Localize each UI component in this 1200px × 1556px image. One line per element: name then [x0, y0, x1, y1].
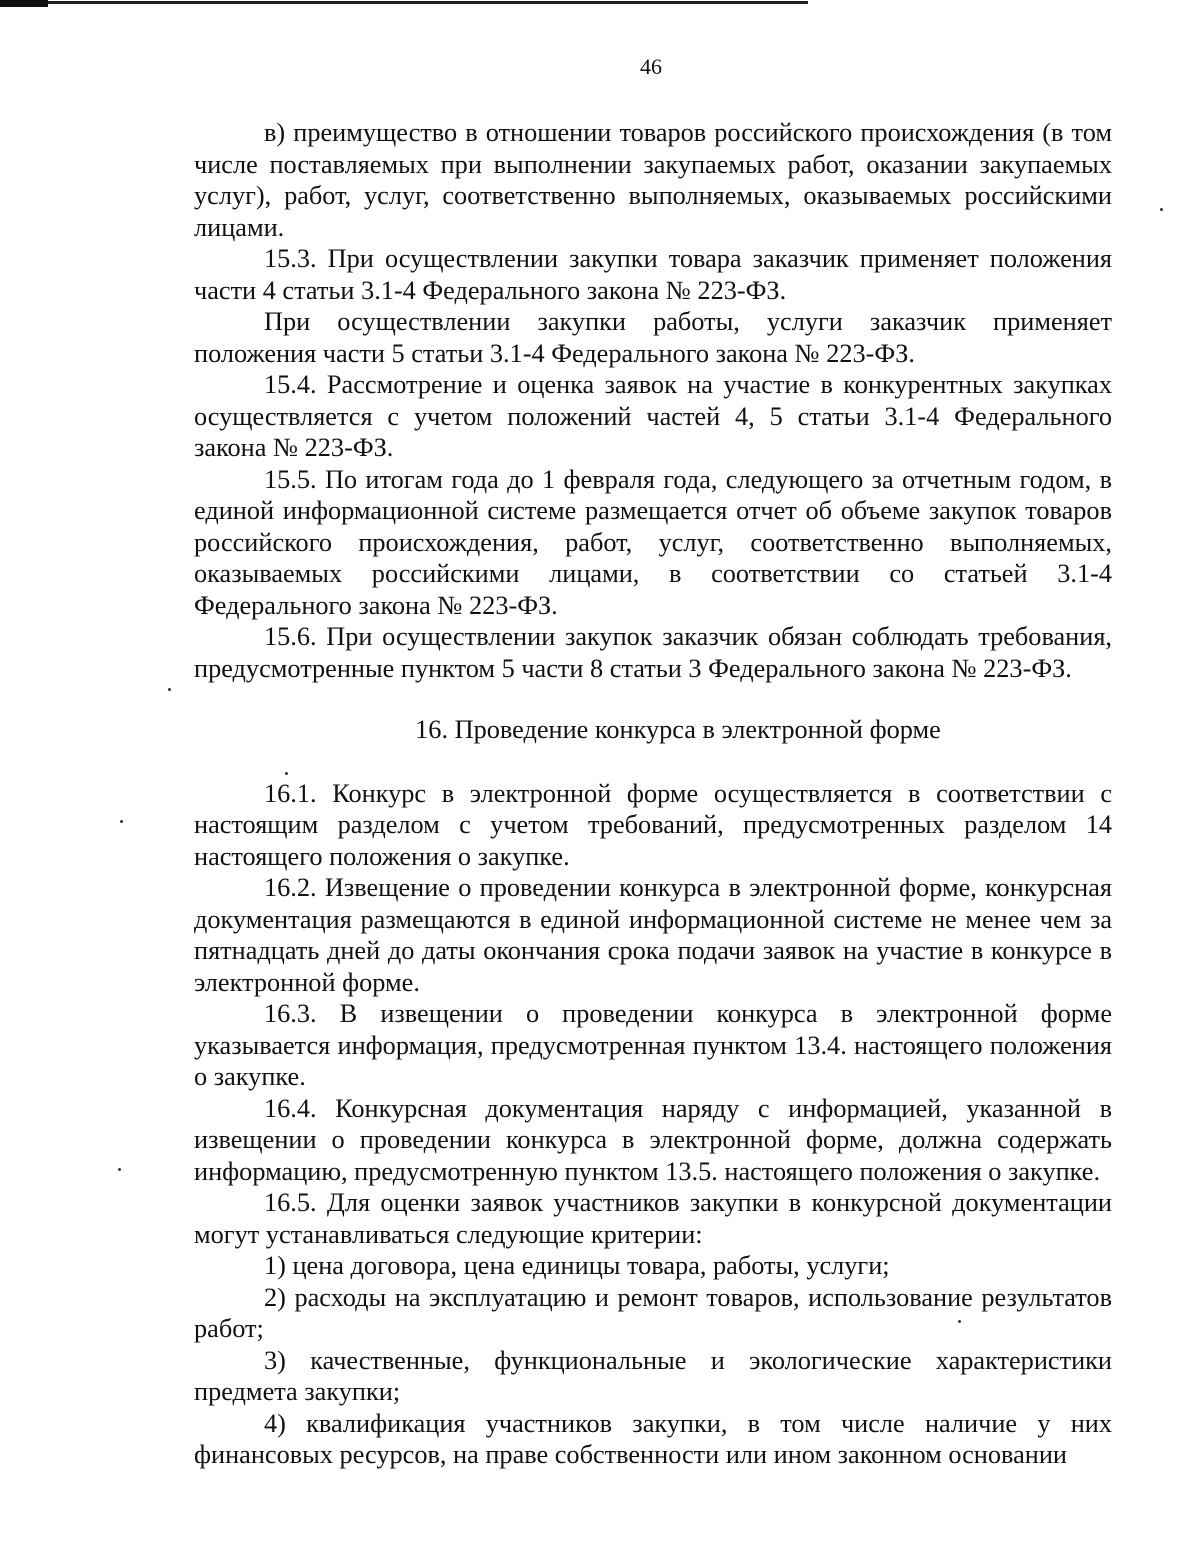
- paragraph-15-3: 15.3. При осуществлении закупки товара заказчик применяет положения части 4 статьи 3.1-4 Федерального закона № 223-ФЗ.: [194, 244, 1112, 305]
- document-body: [194, 117, 1112, 1471]
- criteria-item-4: 4) квалификация участников закупки, в том числе наличие у них финансовых ресурсов, на праве собственности или ином законном основании: [194, 1408, 1112, 1469]
- paragraph-16-3: 16.3. В извещении о проведении конкурса в электронной форме указывается информация, предусмотренная пунктом 13.4. настоящего положения о закупке.: [194, 999, 1112, 1091]
- paragraph-15-6: 15.6. При осуществлении закупок заказчик обязан соблюдать требования, предусмотренные пунктом 5 части 8 статьи 3 Федерального закона № 223-ФЗ.: [194, 622, 1112, 683]
- scan-speck: [168, 688, 171, 691]
- paragraph-15-5: 15.5. По итогам года до 1 февраля года, следующего за отчетным годом, в единой информационной системе размещается отчет об объеме закупок товаров российского происхождения, работ, услуг, соответственно выполняемых, оказываемых российскими лицами, в соответствии со статьей 3.1-4 Федерального закона № 223-ФЗ.: [194, 464, 1112, 620]
- top-scan-border: [0, 0, 1200, 8]
- paragraph-15-2-v: в) преимущество в отношении товаров российского происхождения (в том числе поставляемых при выполнении закупаемых работ, оказании закупаемых услуг), работ, услуг, соответственно выполняемых, оказываемых российскими лицами.: [194, 118, 1112, 242]
- scan-speck: [285, 772, 288, 775]
- paragraph-16-2: 16.2. Извещение о проведении конкурса в электронной форме, конкурсная документация размещаются в единой информационной системе не менее чем за пятнадцать дней до даты окончания срока подачи заявок на участие в конкурсе в электронной форме.: [194, 873, 1112, 997]
- criteria-item-1: 1) цена договора, цена единицы товара, работы, услуги;: [264, 1251, 890, 1280]
- section-heading-16: 16. Проведение конкурса в электронной форме: [415, 715, 941, 744]
- paragraph-15-3-works: При осуществлении закупки работы, услуги заказчик применяет положения части 5 статьи 3.1-4 Федерального закона № 223-ФЗ.: [194, 307, 1112, 368]
- scan-top-line: [48, 1, 808, 4]
- scan-speck: [118, 1168, 121, 1171]
- criteria-item-2: 2) расходы на эксплуатацию и ремонт товаров, использование результатов работ;: [194, 1282, 1112, 1343]
- scan-speck: [958, 1320, 961, 1323]
- paragraph-16-5: 16.5. Для оценки заявок участников закупки в конкурсной документации могут устанавливаться следующие критерии:: [194, 1188, 1112, 1249]
- scan-speck: [1160, 208, 1163, 211]
- paragraph-16-1: 16.1. Конкурс в электронной форме осуществляется в соответствии с настоящим разделом с учетом требований, предусмотренных разделом 14 настоящего положения о закупке.: [194, 778, 1112, 871]
- paragraph-15-4: 15.4. Рассмотрение и оценка заявок на участие в конкурентных закупках осуществляется с учетом положений частей 4, 5 статьи 3.1-4 Федерального закона № 223-ФЗ.: [194, 370, 1112, 462]
- paragraph-16-4: 16.4. Конкурсная документация наряду с информацией, указанной в извещении о проведении конкурса в электронной форме, должна содержать информацию, предусмотренную пунктом 13.5. настоящего положения о закупке.: [194, 1093, 1112, 1186]
- criteria-item-3: 3) качественные, функциональные и экологические характеристики предмета закупки;: [194, 1345, 1112, 1406]
- page-number: 46: [640, 54, 662, 79]
- scan-speck: [120, 820, 123, 823]
- scan-corner-mark: [0, 0, 48, 7]
